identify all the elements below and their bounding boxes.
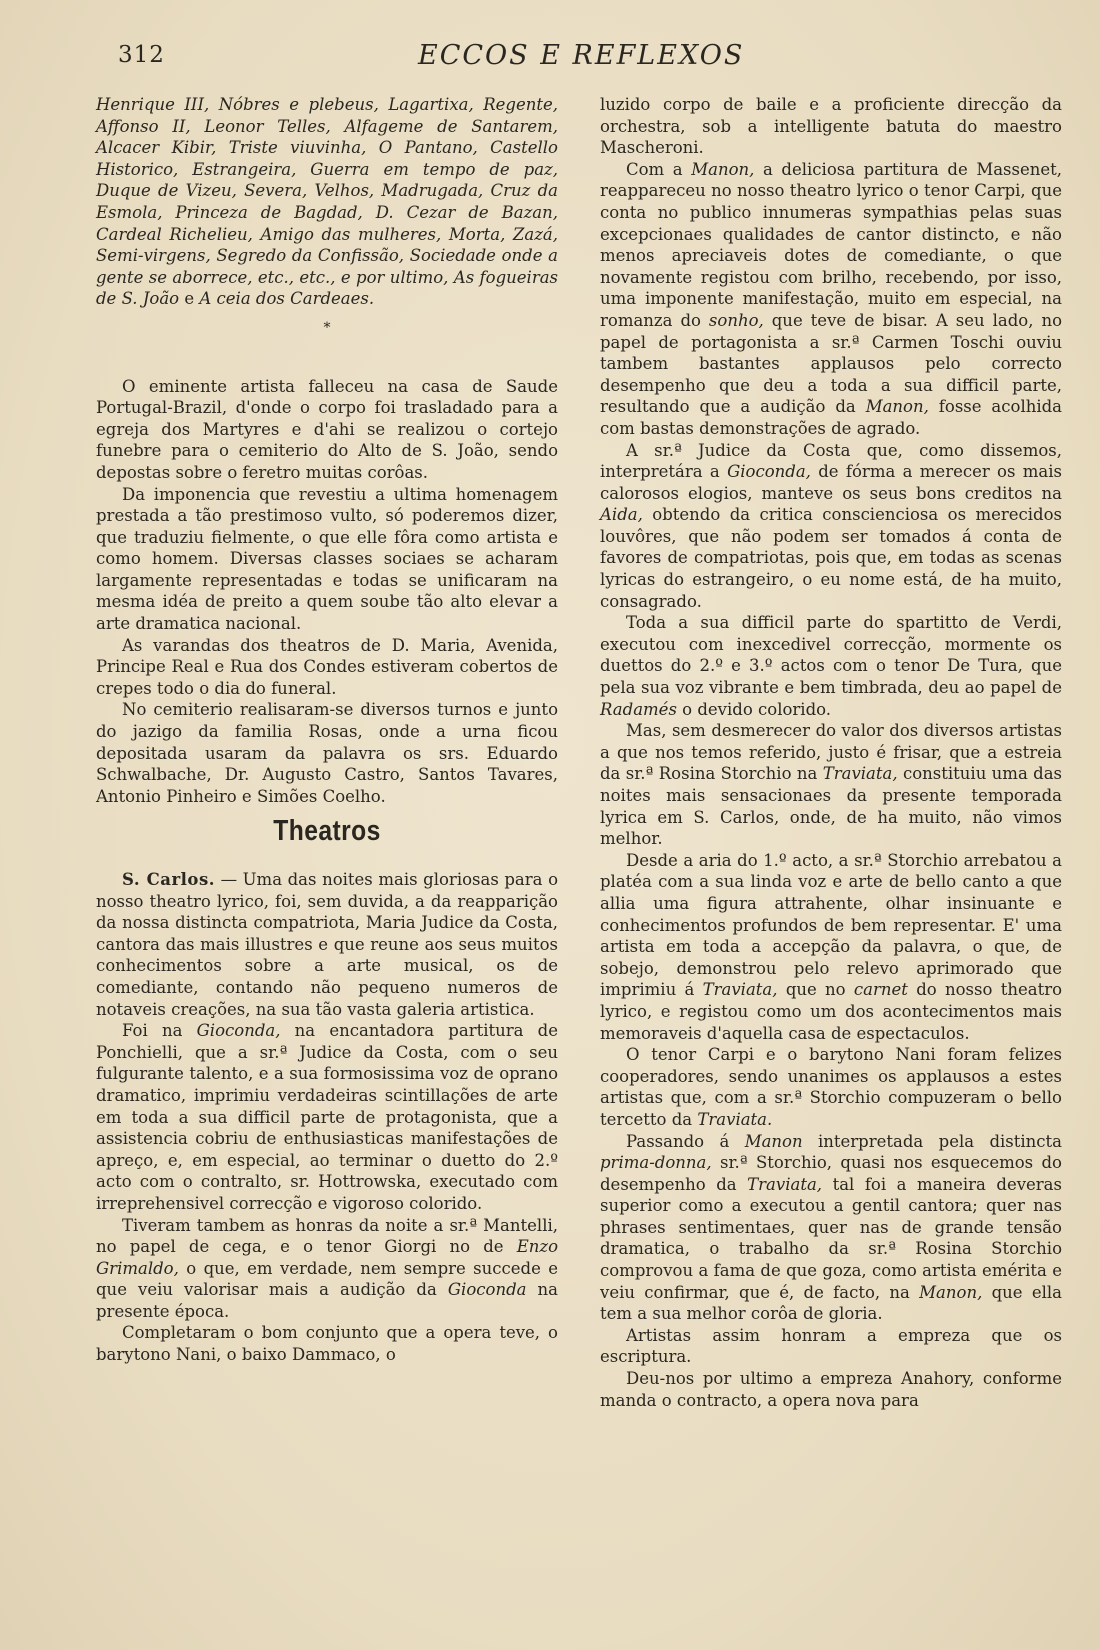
paragraph bbox=[600, 1044, 1062, 1130]
paragraph bbox=[600, 612, 1062, 720]
paragraph bbox=[600, 850, 1062, 1044]
paragraph: luzido corpo de baile e a proficiente direcção da orchestra, sob a intelligente batuta do maestro Mascheroni. bbox=[600, 95, 1062, 158]
paragraph-text: Com a bbox=[626, 159, 683, 179]
paragraph: Da imponencia que revestiu a ultima homenagem prestada a tão prestimoso vulto, só poderemos dizer, que traduziu fielmente, o que elle fôra como artista e como homem. Diversas classes sociaes se acharam largamente representadas e todas se unificaram na mesma idéa de preito a quem soube tão alto elevar a arte dramatica nacional. bbox=[96, 484, 558, 634]
foreign-word: prima-donna, bbox=[600, 1153, 712, 1173]
paragraph-text: que ella tem a sua melhor corôa de gloria. bbox=[600, 1282, 1062, 1324]
foreign-word: carnet bbox=[853, 980, 908, 1000]
paragraph-text: A sr.ª Judice da Costa que, como dissemos, interpretára a bbox=[600, 440, 1062, 482]
opera-title: Gioconda, bbox=[196, 1021, 281, 1041]
paragraph-text: fosse acolhida com bastas demonstrações de agrado. bbox=[600, 397, 1063, 438]
paragraph-text: Passando á bbox=[626, 1131, 730, 1151]
opera-title: Gioconda, bbox=[727, 462, 811, 482]
opera-title: Traviata, bbox=[702, 980, 778, 1000]
play-list-end: etc., etc., e por ultimo, bbox=[257, 267, 449, 287]
paragraph-text: Mas, sem desmerecer do valor dos diversos artistas a que nos temos referido, justo é frisar, que a estreia da sr.ª Rosina Storchio na bbox=[600, 721, 1062, 784]
paragraph: Artistas assim honram a empreza que os escriptura. bbox=[600, 1325, 1062, 1367]
opera-title: Manon bbox=[744, 1131, 803, 1151]
paragraph-text: do nosso theatro lyrico, e registou como um dos acontecimentos mais memoraveis d'aquella casa de espectaculos. bbox=[600, 980, 1063, 1043]
opera-title: Manon, bbox=[691, 159, 755, 179]
paragraph-text: — Uma das noites mais gloriosas para o nosso theatro lyrico, foi, sem duvida, a da reapparição da nossa distincta compatriota, Maria Judice da Costa, cantora das mais illustres e que reune aos seus muitos conhecimentos sobre a arte musical, os de comediante, contando não pequeno numeros de notaveis creações, na sua tão vasta galeria artistica. bbox=[96, 870, 559, 1019]
role-title: Enzo Grimaldo, bbox=[96, 1237, 559, 1278]
paragraph-text: de fórma a merecer os mais calorosos elogios, manteve os seus bons creditos na bbox=[600, 462, 1062, 503]
play-list bbox=[96, 94, 558, 310]
right-column bbox=[600, 94, 1062, 1411]
spacer bbox=[96, 356, 558, 376]
paragraph-text: O tenor Carpi e o barytono Nani foram felizes cooperadores, sendo unanimes os applausos a estes artistas que, com a sr.ª Storchio compuzeram o bello tercetto da bbox=[600, 1045, 1062, 1129]
opera-title: Aida, bbox=[600, 505, 643, 525]
paragraph-text: Desde a aria do 1.º acto, a sr.ª Storchio arrebatou a platéa com a sua linda voz e arte de bello canto a que allia uma figura attrahente, olhar insinuante e conhecimentos profundos de bem representar. E' uma artista em toda a accepção da palavra, o que, de sobejo, demonstrou pelo relevo aprimorado que imprimiu á bbox=[600, 850, 1062, 1000]
paragraph-text: obtendo da critica conscienciosa os merecidos louvôres, que não podem ser tomados á conta de favores de compatriotas, pois que, em todas as scenas lyricas do estrangeiro, o eu nome está, de ha muito, consagrado. bbox=[600, 505, 1062, 611]
opera-title: Traviata. bbox=[697, 1109, 773, 1129]
paragraph bbox=[600, 1131, 1062, 1325]
section-title: Theatros bbox=[273, 815, 381, 848]
paragraph bbox=[96, 869, 558, 1020]
paragraph-text: Toda a sua difficil parte do spartitto de Verdi, executou com inexcedivel correcção, mormente os duettos do 2.º e 3.º actos com o tenor De Tura, que pela sua voz vibrante e bem timbrada, deu ao papel de bbox=[600, 613, 1062, 698]
paragraph: Completaram o bom conjunto que a opera teve, o barytono Nani, o baixo Dammaco, o bbox=[96, 1323, 558, 1365]
aria-title: sonho, bbox=[708, 310, 764, 330]
play-list-italic: Henrique III, Nóbres e plebeus, Lagartixa, Regente, Affonso II, Leonor Telles, Alfageme de Santarem, Alcacer Kibir, Triste viuvinha, O Pantano, Castello Historico, Estrangeira, Guerra em tempo de paz, Duque de Vizeu, Severa, Velhos, Madrugada, Cruz da Esmola, Princeza de Bagdad, D. Cezar de Bazan, Cardeal Richelieu, Amigo das mulheres, Morta, Zazá, Semi-virgens, Segredo da Confissão, Sociedade onde a gente se aborrece, bbox=[96, 95, 558, 287]
paragraph-text: na presente época. bbox=[96, 1280, 558, 1321]
paragraph-text: Foi na bbox=[122, 1021, 183, 1041]
left-column bbox=[96, 94, 558, 1366]
paragraph-text: tal foi a maneira deveras superior como a executou a gentil cantora; quer nas phrases sentimentaes, quer nas de grande tensão dramatica, o trabalho da sr.ª Rosina Storchio comprovou a fama de que goza, como artista emérita e veiu confirmar, que é, de facto, na bbox=[600, 1174, 1062, 1302]
play-list-last-title: A ceia dos Cardeaes. bbox=[199, 289, 375, 309]
running-title: ECCOS E REFLEXOS bbox=[418, 40, 745, 71]
section-separator: * bbox=[323, 319, 331, 336]
paragraph bbox=[96, 1215, 558, 1323]
paragraph-text: na encantadora partitura de Ponchielli, que a sr.ª Judice da Costa, com o seu fulgurante talento, e a sua formosissima voz de oprano dramatico, imprimiu verdadeiras scintillações de arte em toda a sua difficil parte de protagonista, que a assistencia cobriu de enthusiasticas manifestações de apreço, e, em especial, ao terminar o duetto do 2.º acto com o contralto, sr. Hottrowska, executado com irreprehensivel correcção e vigoroso colorido. bbox=[96, 1021, 559, 1213]
paragraph: As varandas dos theatros de D. Maria, Avenida, Principe Real e Rua dos Condes estiveram cobertos de crepes todo o dia do funeral. bbox=[96, 635, 558, 698]
paragraph-text: a deliciosa partitura de Massenet, reappareceu no nosso theatro lyrico o tenor Carpi, que conta no publico innumeras sympathias pelas suas excepcionaes qualidades de cantor distincto, e não menos apreciaveis dotes de comediante, o que novamente registou com brilho, recebendo, por isso, uma imponente manifestação, muito em especial, na romanza do bbox=[600, 159, 1063, 330]
paragraph-text: que no bbox=[785, 980, 846, 1000]
opera-title: Traviata, bbox=[747, 1174, 823, 1194]
opera-title: Manon, bbox=[919, 1282, 983, 1302]
paragraph bbox=[600, 720, 1062, 850]
paragraph bbox=[96, 1020, 558, 1214]
paragraph: Deu-nos por ultimo a empreza Anahory, conforme manda o contracto, a opera nova para bbox=[600, 1369, 1062, 1410]
paragraph-text: constituiu uma das noites mais sensacionaes da presente temporada lyrica em S. Carlos, onde, de ha muito, não vimos melhor. bbox=[600, 764, 1063, 849]
paragraph-text: Tiveram tambem as honras da noite a sr.ª Mantelli, no papel de cega, e o tenor Giorgi no de bbox=[96, 1215, 558, 1257]
paragraph bbox=[600, 440, 1062, 613]
play-list-end-title: As fogueiras de S. João bbox=[96, 267, 559, 309]
paragraph-text: que teve de bisar. A seu lado, no papel de portagonista a sr.ª Carmen Toschi ouviu tambem bastantes applausos pelo correcto desempenho que deu a toda a sua difficil parte, resultando que a audição da bbox=[600, 310, 1062, 417]
paragraph bbox=[600, 159, 1062, 440]
paragraph-text: sr.ª Storchio, quasi nos esquecemos do desempenho da bbox=[600, 1153, 1062, 1194]
opera-title: Traviata, bbox=[822, 764, 898, 784]
paragraph: No cemiterio realisaram-se diversos turnos e junto do jazigo da familia Rosas, onde a urna ficou depositada usaram da palavra os srs. Eduardo Schwalbache, Dr. Augusto Castro, Santos Tavares, Antonio Pinheiro e Simões Coelho. bbox=[96, 700, 558, 806]
paragraph: O eminente artista falleceu na casa de Saude Portugal-Brazil, d'onde o corpo foi trasladado para a egreja dos Martyres e d'ahi se realizou o cortejo funebre para o cemiterio do Alto de S. João, sendo depostas sobre o feretro muitas corôas. bbox=[96, 376, 558, 482]
play-list-and: e bbox=[184, 289, 195, 309]
role-title: Radamés bbox=[600, 699, 677, 719]
theatre-name: S. Carlos. bbox=[122, 870, 215, 889]
paragraph-text: o que, em verdade, nem sempre succede e que veiu valorisar mais a audição da bbox=[96, 1258, 558, 1300]
paragraph-text: interpretada pela distincta bbox=[817, 1131, 1062, 1151]
opera-title: Manon, bbox=[865, 397, 929, 417]
page-number: 312 bbox=[118, 42, 165, 68]
paragraph-text: o devido colorido. bbox=[682, 699, 832, 719]
opera-title: Gioconda bbox=[447, 1280, 527, 1300]
